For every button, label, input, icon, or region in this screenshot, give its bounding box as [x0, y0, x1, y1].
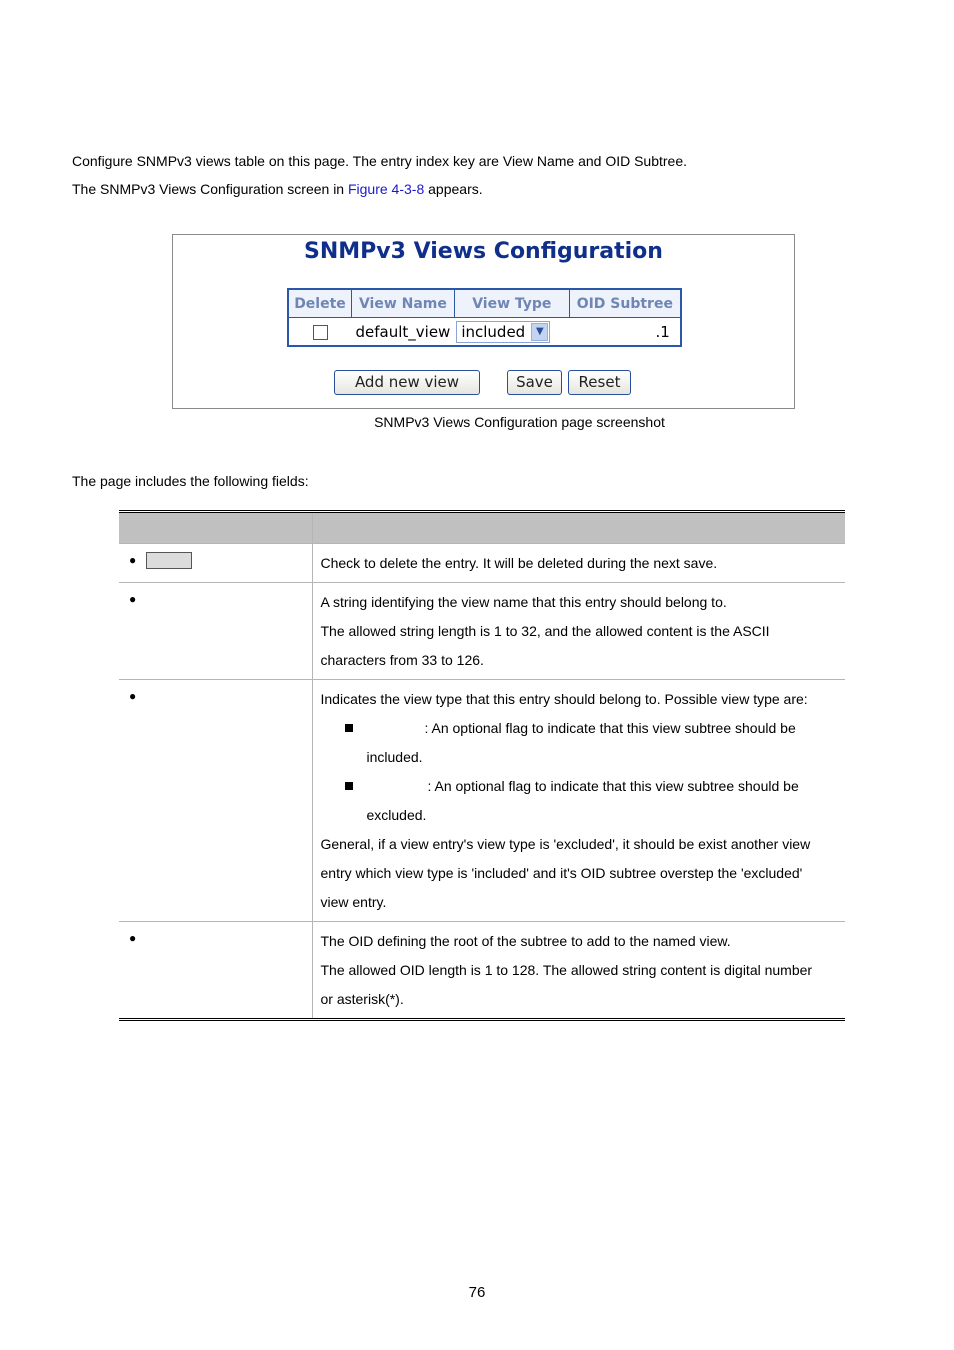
view-type-select[interactable]: [456, 321, 550, 343]
screenshot-frame: [172, 234, 795, 409]
square-bullet-icon: [345, 724, 353, 732]
col-view-type: View Type: [454, 289, 569, 318]
view-type-option-included: [321, 714, 838, 743]
col-delete: Delete: [288, 289, 352, 318]
save-button[interactable]: Save: [507, 370, 562, 395]
view-type-value: included: [461, 322, 526, 341]
oid-desc-2: The allowed OID length is 1 to 128. The allowed string content is digital number: [320, 962, 813, 978]
object-cell-view-name: [119, 583, 312, 680]
view-type-desc-4: view entry.: [320, 894, 387, 910]
bullet-icon: ●: [129, 592, 137, 606]
col-view-name: View Name: [352, 289, 455, 318]
table-row: [119, 583, 845, 680]
view-name-cell: default_view: [352, 318, 455, 347]
square-bullet-icon: [345, 782, 353, 790]
add-new-view-button[interactable]: Add new view: [334, 370, 480, 395]
screenshot-title: SNMPv3 Views Configuration: [304, 239, 663, 264]
delete-checkbox[interactable]: [313, 325, 328, 340]
view-name-desc-2: The allowed string length is 1 to 32, and the allowed content is the ASCII: [320, 623, 770, 639]
view-type-cell: [454, 318, 569, 347]
option-included-cont: included.: [366, 749, 423, 765]
view-name-desc-3: characters from 33 to 126.: [320, 652, 484, 668]
view-type-option-excluded: [321, 772, 838, 801]
delete-field-box: [146, 552, 192, 569]
table-row: [288, 318, 681, 347]
table-bottom-rule: [119, 1018, 845, 1021]
view-type-desc-2: General, if a view entry's view type is 'excluded', it should be exist another view: [320, 836, 811, 852]
view-type-desc-3: entry which view type is 'included' and it's OID subtree overstep the 'excluded': [320, 865, 803, 881]
figure-link[interactable]: Figure 4-3-8: [347, 181, 425, 197]
fields-intro: The page includes the following fields:: [72, 473, 309, 489]
col-oid-subtree: OID Subtree: [569, 289, 681, 318]
reset-button[interactable]: Reset: [568, 370, 631, 395]
table-row: [119, 544, 845, 583]
figure-caption: SNMPv3 Views Configuration page screenshot: [374, 414, 665, 430]
view-type-desc-1: Indicates the view type that this entry should belong to. Possible view type are:: [320, 691, 808, 707]
intro-line-2-pre: The SNMPv3 Views Configuration screen in: [72, 181, 348, 197]
fields-table: [119, 510, 845, 1021]
page-number: 76: [468, 1284, 486, 1301]
table-row: [119, 680, 845, 922]
option-excluded-cont: excluded.: [366, 807, 427, 823]
intro-line-2-post: appears.: [424, 181, 483, 197]
bullet-icon: ●: [129, 553, 137, 567]
bullet-icon: ●: [129, 689, 137, 703]
delete-desc: Check to delete the entry. It will be deleted during the next save.: [320, 555, 718, 571]
oid-subtree-cell: .1: [569, 318, 681, 347]
option-included-text: : An optional flag to indicate that this view subtree should be: [424, 720, 796, 736]
intro-line-1: Configure SNMPv3 views table on this page. The entry index key are View Name and OID Subtree.: [72, 153, 688, 169]
table-row: [119, 922, 845, 1019]
object-cell-view-type: [119, 680, 312, 922]
desc-cell-view-name: [312, 583, 845, 680]
delete-cell: [288, 318, 352, 347]
views-table: [287, 288, 682, 347]
desc-cell-view-type: [312, 680, 845, 922]
oid-desc-3: or asterisk(*).: [320, 991, 404, 1007]
intro-line-2: [72, 180, 483, 198]
desc-cell-delete: [312, 544, 845, 583]
fields-header-row: [119, 513, 845, 544]
header-description: [312, 513, 845, 544]
chevron-down-icon[interactable]: ▼: [531, 323, 548, 341]
object-cell-delete: [119, 544, 312, 583]
option-excluded-text: : An optional flag to indicate that this view subtree should be: [427, 778, 799, 794]
object-cell-oid-subtree: [119, 922, 312, 1019]
view-name-desc-1: A string identifying the view name that this entry should belong to.: [320, 594, 727, 610]
desc-cell-oid-subtree: [312, 922, 845, 1019]
header-object: [119, 513, 312, 544]
bullet-icon: ●: [129, 931, 137, 945]
oid-desc-1: The OID defining the root of the subtree to add to the named view.: [320, 933, 731, 949]
